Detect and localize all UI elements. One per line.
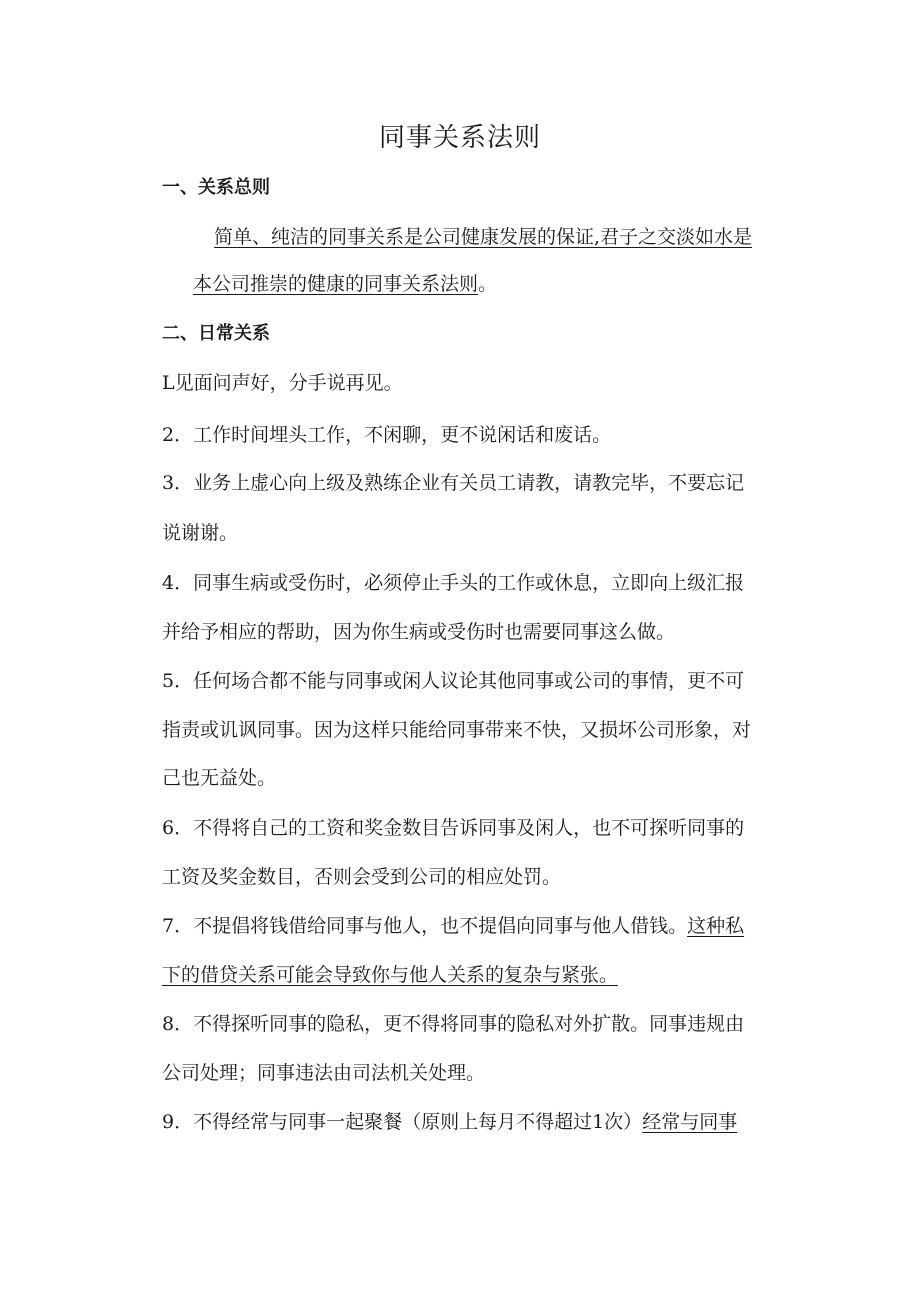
list-item-9-underlined: 经常与同事 bbox=[642, 1111, 738, 1133]
list-item-5-line-3: 己也无益处。 bbox=[162, 767, 277, 789]
list-item-9-text: 9．不得经常与同事一起聚餐（原则上每月不得超过1次） bbox=[162, 1111, 643, 1133]
general-paragraph-line-1: 简单、纯洁的同事关系是公司健康发展的保证,君子之交淡如水是 bbox=[214, 226, 753, 248]
list-item-8-line-1: 8．不得探听同事的隐私，更不得将同事的隐私对外扩散。同事违规由 bbox=[162, 1013, 745, 1035]
list-item-6-line-1: 6．不得将自己的工资和奖金数目告诉同事及闲人，也不可探听同事的 bbox=[162, 817, 745, 839]
list-item-9-line-1 bbox=[162, 1109, 737, 1135]
list-item-3-line-2: 说谢谢。 bbox=[162, 522, 239, 544]
list-item-6-line-2: 工资及奖金数目，否则会受到公司的相应处罚。 bbox=[162, 866, 562, 888]
general-paragraph-line-2 bbox=[193, 271, 497, 297]
list-item-5-line-1: 5．任何场合都不能与同事或闲人议论其他同事或公司的事情，更不可 bbox=[162, 670, 745, 692]
general-paragraph-underlined: 本公司推崇的健康的同事关系法则 bbox=[193, 273, 479, 295]
list-item-4-line-1: 4．同事生病或受伤时，必须停止手头的工作或休息，立即向上级汇报 bbox=[162, 572, 745, 594]
document-title: 同事关系法则 bbox=[378, 123, 541, 153]
section-heading-daily: 二、日常关系 bbox=[162, 323, 270, 344]
list-item-5-line-2: 指责或讥讽同事。因为这样只能给同事带来不快，又损坏公司形象，对 bbox=[162, 719, 752, 741]
list-item-8-line-2: 公司处理；同事违法由司法机关处理。 bbox=[162, 1062, 486, 1084]
list-item-2: 2．工作时间埋头工作，不闲聊，更不说闲话和废话。 bbox=[162, 424, 612, 446]
list-item-7-underlined-start: 这种私 bbox=[687, 915, 745, 937]
list-item-7-line-1 bbox=[162, 913, 744, 939]
section-heading-general: 一、关系总则 bbox=[162, 177, 270, 198]
list-item-1: L见面问声好，分手说再见。 bbox=[162, 372, 403, 394]
list-item-3-line-1: 3．业务上虚心向上级及熟练企业有关员工请教，请教完毕，不要忘记 bbox=[162, 472, 745, 494]
list-item-7-text: 7．不提倡将钱借给同事与他人，也不提倡向同事与他人借钱。 bbox=[162, 915, 688, 937]
general-paragraph-end: 。 bbox=[478, 273, 498, 295]
list-item-7-line-2: 下的借贷关系可能会导致你与他人关系的复杂与紧张。 bbox=[162, 964, 619, 986]
list-item-4-line-2: 并给予相应的帮助，因为你生病或受伤时也需要同事这么做。 bbox=[162, 621, 676, 643]
